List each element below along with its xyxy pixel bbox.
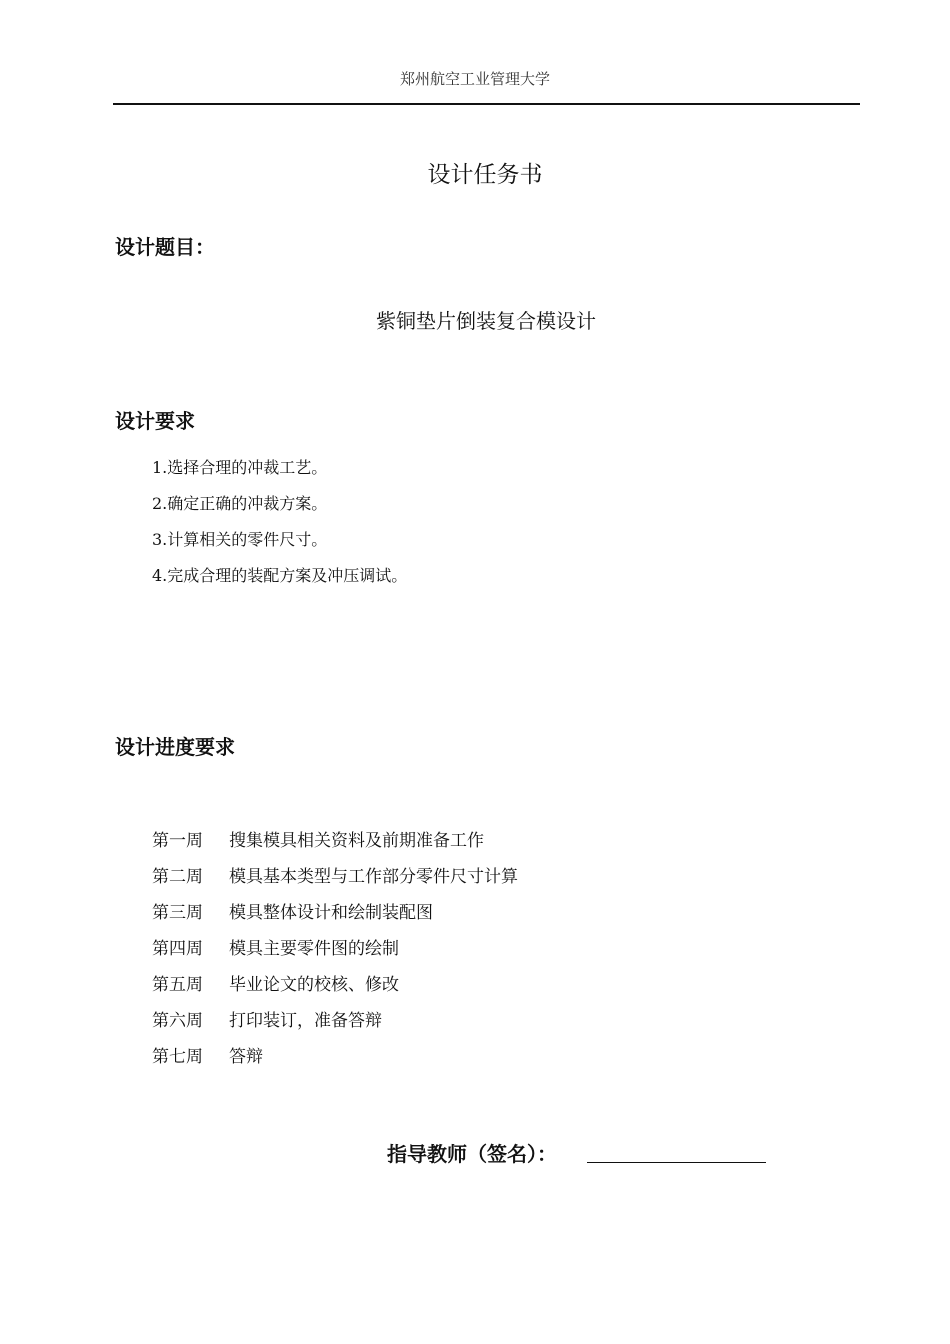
requirement-item: 1.选择合理的冲裁工艺。 <box>152 458 328 477</box>
schedule-list <box>152 827 518 1079</box>
schedule-task: 模具主要零件图的绘制 <box>229 939 399 959</box>
schedule-row <box>152 863 518 899</box>
schedule-week: 第一周 <box>152 831 203 851</box>
page-header: 郑州航空工业管理大学 <box>399 70 550 88</box>
header-rule <box>113 103 860 105</box>
schedule-week: 第三周 <box>152 903 203 923</box>
advisor-signature-label: 指导教师（签名）： <box>387 1142 557 1166</box>
requirement-item: 2.确定正确的冲裁方案。 <box>152 494 328 513</box>
schedule-week: 第四周 <box>152 939 203 959</box>
schedule-row <box>152 827 518 863</box>
schedule-week: 第五周 <box>152 975 203 995</box>
topic-label: 设计题目： <box>115 235 215 259</box>
schedule-week: 第七周 <box>152 1047 203 1067</box>
requirement-item: 4.完成合理的装配方案及冲压调试。 <box>152 566 408 585</box>
topic-value: 紫铜垫片倒装复合模设计 <box>376 309 596 333</box>
schedule-week: 第二周 <box>152 867 203 887</box>
requirement-item: 3.计算相关的零件尺寸。 <box>152 530 328 549</box>
schedule-row <box>152 1043 518 1079</box>
schedule-task: 模具整体设计和绘制装配图 <box>229 903 433 923</box>
schedule-row <box>152 899 518 935</box>
schedule-task: 打印装订，准备答辩 <box>229 1011 382 1031</box>
schedule-heading: 设计进度要求 <box>115 735 235 759</box>
schedule-row <box>152 971 518 1007</box>
schedule-row <box>152 935 518 971</box>
schedule-task: 毕业论文的校核、修改 <box>229 975 399 995</box>
schedule-week: 第六周 <box>152 1011 203 1031</box>
schedule-task: 答辩 <box>229 1047 263 1067</box>
schedule-row <box>152 1007 518 1043</box>
requirements-heading: 设计要求 <box>115 409 195 433</box>
signature-line <box>587 1162 766 1163</box>
document-title: 设计任务书 <box>427 162 543 188</box>
requirements-list <box>152 455 407 599</box>
schedule-task: 搜集模具相关资料及前期准备工作 <box>229 831 484 851</box>
schedule-task: 模具基本类型与工作部分零件尺寸计算 <box>229 867 518 887</box>
